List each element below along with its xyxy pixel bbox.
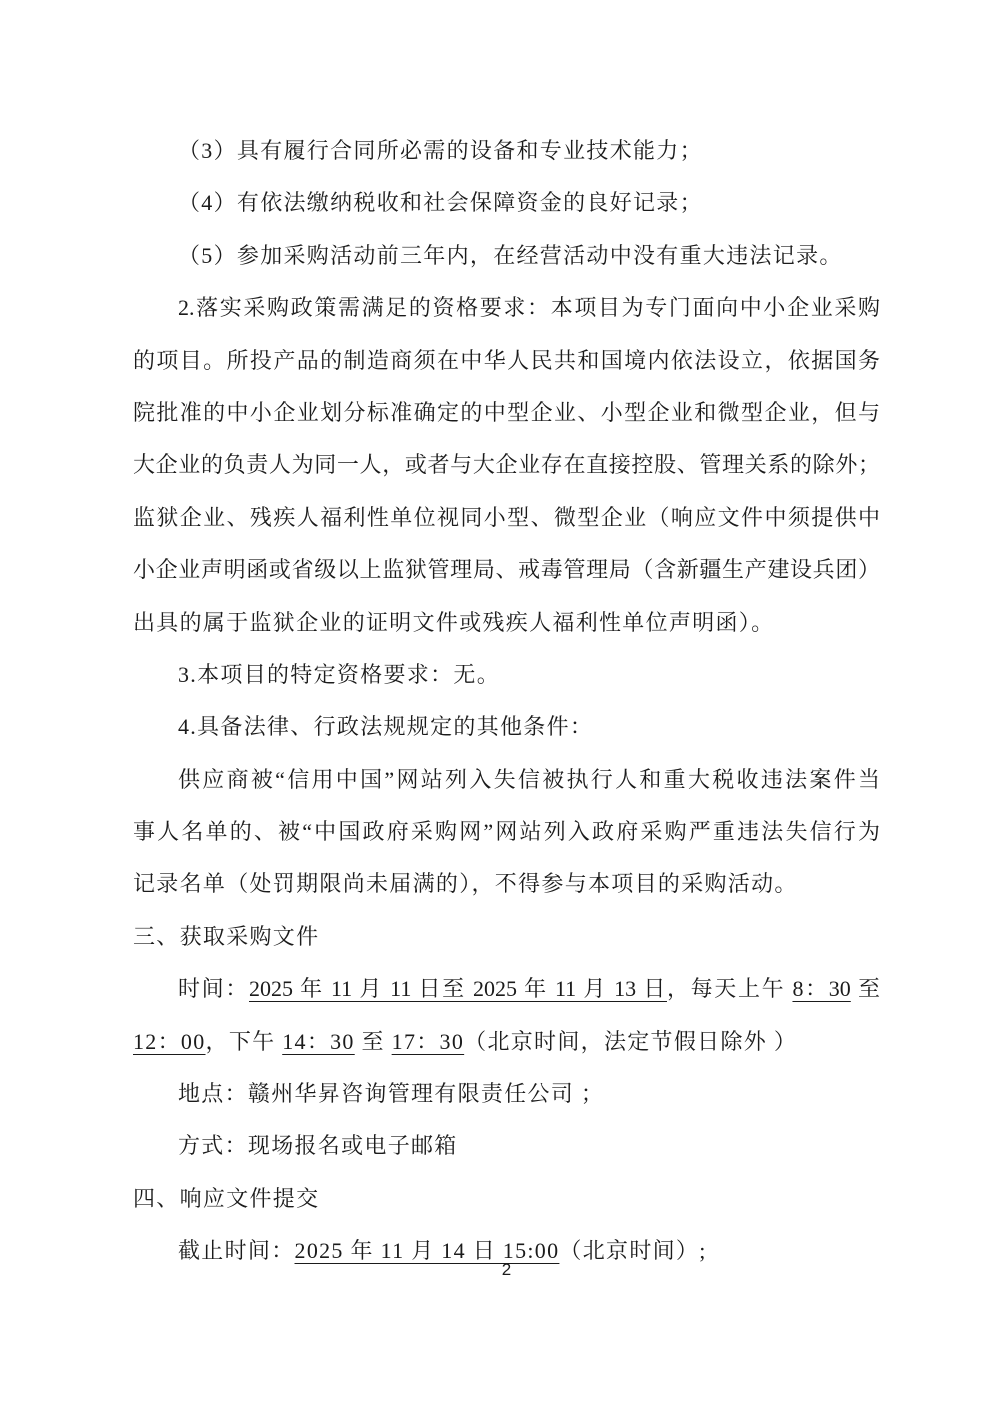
text-line <box>133 806 880 858</box>
text-run: 地点：赣州华昇咨询管理有限责任公司 ； <box>178 1081 605 1107</box>
underlined-text-run: 2025 年 11 月 11 日至 2025 年 11 月 13 日 <box>249 976 667 1002</box>
text-run: （4）有依法缴纳税收和社会保障资金的良好记录； <box>178 190 703 216</box>
text-line <box>133 649 880 701</box>
underlined-text-run: 8：30 <box>792 976 851 1002</box>
text-run: （5）参加采购活动前三年内，在经营活动中没有重大违法记录。 <box>178 242 843 268</box>
text-run: 的项目。所投产品的制造商须在中华人民共和国境内依法设立，依据国务 <box>133 347 880 373</box>
text-line <box>133 492 880 544</box>
text-run: 四、响应文件提交 <box>133 1185 320 1211</box>
text-line <box>133 858 880 910</box>
text-line <box>133 387 880 439</box>
text-line <box>133 1120 880 1172</box>
text-line <box>133 597 880 649</box>
text-run: 方式：现场报名或电子邮箱 <box>178 1133 458 1159</box>
text-line <box>133 439 880 491</box>
text-run: 大企业的负责人为同一人，或者与大企业存在直接控股、管理关系的除外； <box>133 452 880 478</box>
text-run: ，每天上午 <box>666 976 793 1002</box>
text-line <box>133 544 880 596</box>
text-line <box>133 335 880 387</box>
underlined-text-run: 2025 年 11 月 14 日 15:00 <box>294 1238 560 1264</box>
text-line <box>133 1173 880 1225</box>
text-run: 2.落实采购政策需满足的资格要求：本项目为专门面向中小企业采购 <box>178 295 880 321</box>
page-number: 2 <box>501 1260 512 1279</box>
text-line <box>133 701 880 753</box>
text-run: 三、获取采购文件 <box>133 923 320 949</box>
text-run: 监狱企业、残疾人福利性单位视同小型、微型企业（响应文件中须提供中 <box>133 504 880 530</box>
text-line <box>133 177 880 229</box>
text-line <box>133 125 880 177</box>
text-run: （3）具有履行合同所必需的设备和专业技术能力； <box>178 138 703 163</box>
text-line <box>133 230 880 282</box>
text-run: （北京时间，法定节假日除外 ） <box>464 1028 798 1054</box>
text-run: 院批准的中小企业划分标准确定的中型企业、小型企业和微型企业，但与 <box>133 399 880 425</box>
text-run: （北京时间）; <box>559 1238 707 1264</box>
text-run: 事人名单的、被“中国政府采购网”网站列入政府采购严重违法失信行为 <box>133 819 880 845</box>
text-run: 时间： <box>178 976 249 1002</box>
text-run: 至 <box>354 1028 392 1054</box>
text-run: 出具的属于监狱企业的证明文件或残疾人福利性单位声明函）。 <box>133 609 775 635</box>
text-line <box>133 754 880 806</box>
text-run: 供应商被“信用中国”网站列入失信被执行人和重大税收违法案件当 <box>178 766 880 792</box>
text-run: 截止时间： <box>178 1238 295 1264</box>
document-body <box>133 125 880 1278</box>
text-line <box>133 282 880 334</box>
text-run: 小企业声明函或省级以上监狱管理局、戒毒管理局（含新疆生产建设兵团） <box>133 557 880 583</box>
text-run: 记录名单（处罚期限尚未届满的），不得参与本项目的采购活动。 <box>133 871 798 897</box>
text-line <box>133 963 880 1015</box>
text-run: 至 <box>850 976 880 1002</box>
text-run: 4.具备法律、行政法规规定的其他条件： <box>178 714 594 740</box>
text-line <box>133 1016 880 1068</box>
text-line <box>133 1068 880 1120</box>
text-run: ，下午 <box>205 1028 283 1054</box>
text-run: 3.本项目的特定资格要求：无。 <box>178 661 501 687</box>
underlined-text-run: 17：30 <box>391 1028 465 1054</box>
text-line <box>133 911 880 963</box>
underlined-text-run: 14：30 <box>282 1028 355 1054</box>
underlined-text-run: 12：00 <box>133 1028 206 1054</box>
